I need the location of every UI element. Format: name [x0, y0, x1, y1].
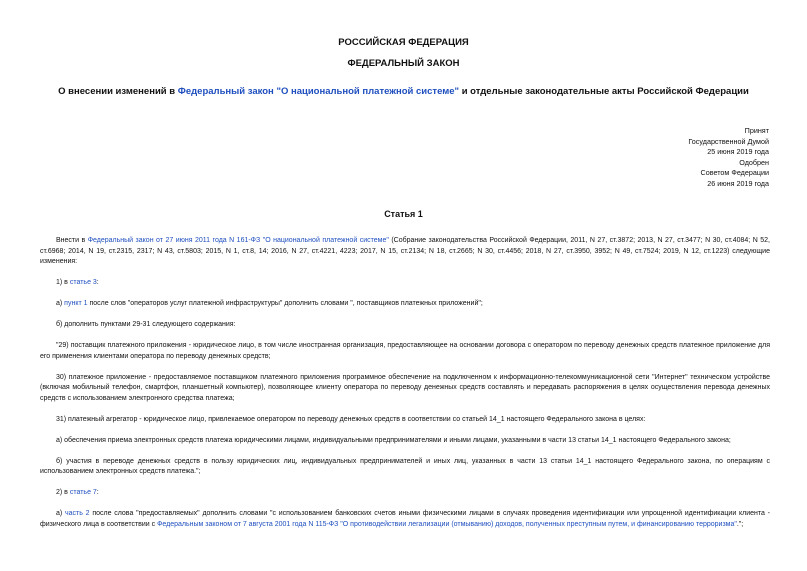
adoption-line: 25 июня 2019 года	[707, 147, 769, 157]
paragraph-item-31: 31) платежный агрегатор - юридическое лицо, привлекаемое оператором по переводу денежных средств в соответствии со статьей 14_1 настоящего Федерального закона в целях:	[56, 415, 646, 423]
paragraph-text: 1) в	[56, 279, 70, 286]
adoption-line: Принят	[744, 126, 769, 135]
paragraph-text: после слов "операторов услуг платежной инфраструктуры" дополнить словами ", поставщиков платежных приложений";	[87, 300, 483, 307]
paragraph-item-1	[40, 278, 770, 289]
paragraph-text: а)	[56, 300, 65, 307]
paragraph-item-30: 30) платежное приложение - предоставляемое поставщиком платежного приложения программное обеспечение на подключенном к информационно-телекоммуникационной сети "Интернет" техническом устройстве (включая мобильный телефон, смартфон, планшетный компьютер), позволяющее клиенту оператора по переводу денежных средств составлять и передавать распоряжения в целях осуществления перевода денежных средств с использованием электронного средства платежа;	[40, 373, 770, 402]
law-161-link[interactable]: Федеральный закон от 27 июня 2011 года N 161-ФЗ "О национальной платежной системе"	[87, 237, 389, 244]
paragraph-item-1a	[40, 299, 770, 310]
adoption-line: Государственной Думой	[688, 136, 769, 146]
paragraph-text: :	[96, 489, 99, 496]
adoption-line: Советом Федерации	[700, 168, 769, 178]
article-3-link[interactable]: статье 3	[69, 279, 97, 286]
paragraph-item-31a: а) обеспечения приема электронных средств платежа юридическими лицами, индивидуальными предпринимателями и иными лицами, указанными в части 13 статьи 14_1 настоящего Федерального закона;	[56, 436, 731, 444]
article-heading: Статья 1	[384, 209, 423, 219]
law-title-link[interactable]: Федеральный закон "О национальной платежной системе"	[177, 86, 460, 97]
article-7-link[interactable]: статье 7	[69, 489, 97, 496]
paragraph-text: Внести в	[56, 237, 88, 244]
paragraph-text: а)	[56, 510, 65, 517]
paragraph-item-1b: б) дополнить пунктами 29-31 следующего содержания:	[56, 321, 236, 328]
paragraph-item-2	[40, 488, 770, 499]
law-115-link[interactable]: Федеральным законом от 7 августа 2001 года N 115-ФЗ "О противодействии легализации (отмыванию) доходов, полученных преступным путем, и финансированию терроризма"	[157, 520, 737, 528]
paragraph-text: после слова "предоставляемых" дополнить словами "с использованием банковских счетов иными физическими лицами в случаях проведения идентификации или упрощенной идентификации клиента - физического лица в соответствии с	[40, 510, 771, 528]
adoption-block	[688, 126, 769, 190]
federation-heading: РОССИЙСКАЯ ФЕДЕРАЦИЯ	[338, 37, 469, 48]
paragraph-text: .";	[736, 520, 744, 528]
point-1-link[interactable]: пункт 1	[64, 300, 88, 307]
paragraph-text: :	[96, 279, 99, 286]
law-title-prefix: О внесении изменений в	[58, 86, 178, 97]
paragraph-intro	[40, 236, 770, 268]
paragraph-item-2a	[40, 509, 770, 530]
part-2-link[interactable]: часть 2	[65, 510, 90, 517]
paragraph-item-31b: б) участия в переводе денежных средств в пользу юридических лиц, индивидуальных предпринимателей и иных лиц, указанных в части 13 статьи 14_1 настоящего Федерального закона, по операциям с использованием электронных средств платежа.";	[40, 457, 770, 475]
adoption-line: Одобрен	[739, 157, 769, 167]
paragraph-text: (Собрание законодательства Российской Федерации, 2011, N 27, ст.3872; 2013, N 27, ст.3477; N 30, ст.4084; N 52, ст.6968; 2014, N 19, ст.2315, 2317; N 43, ст.5803; 2015, N 1, ст.8, 14; 2016, N 27, ст.4221, 4223; 2017, N 15, ст.2134; N 18, ст.2665; N 30, ст.4456; 2018, N 27, ст.3950, 3952; N 49, ст.7524; 2019, N 12, ст.1223) следующие изменения:	[40, 237, 770, 265]
law-title-suffix: и отдельные законодательные акты Российской Федерации	[459, 86, 749, 97]
law-title	[0, 86, 807, 97]
article-body	[40, 236, 770, 541]
paragraph-item-29: "29) поставщик платежного приложения - юридическое лицо, в том числе иностранная организация, предоставляющее на основании договора с оператором по переводу денежных средств платежное приложение для его применения клиентами оператора по переводу денежных средств;	[40, 342, 770, 360]
law-type-heading: ФЕДЕРАЛЬНЫЙ ЗАКОН	[347, 58, 460, 69]
paragraph-text: 2) в	[56, 489, 70, 496]
adoption-line: 26 июня 2019 года	[707, 178, 769, 188]
